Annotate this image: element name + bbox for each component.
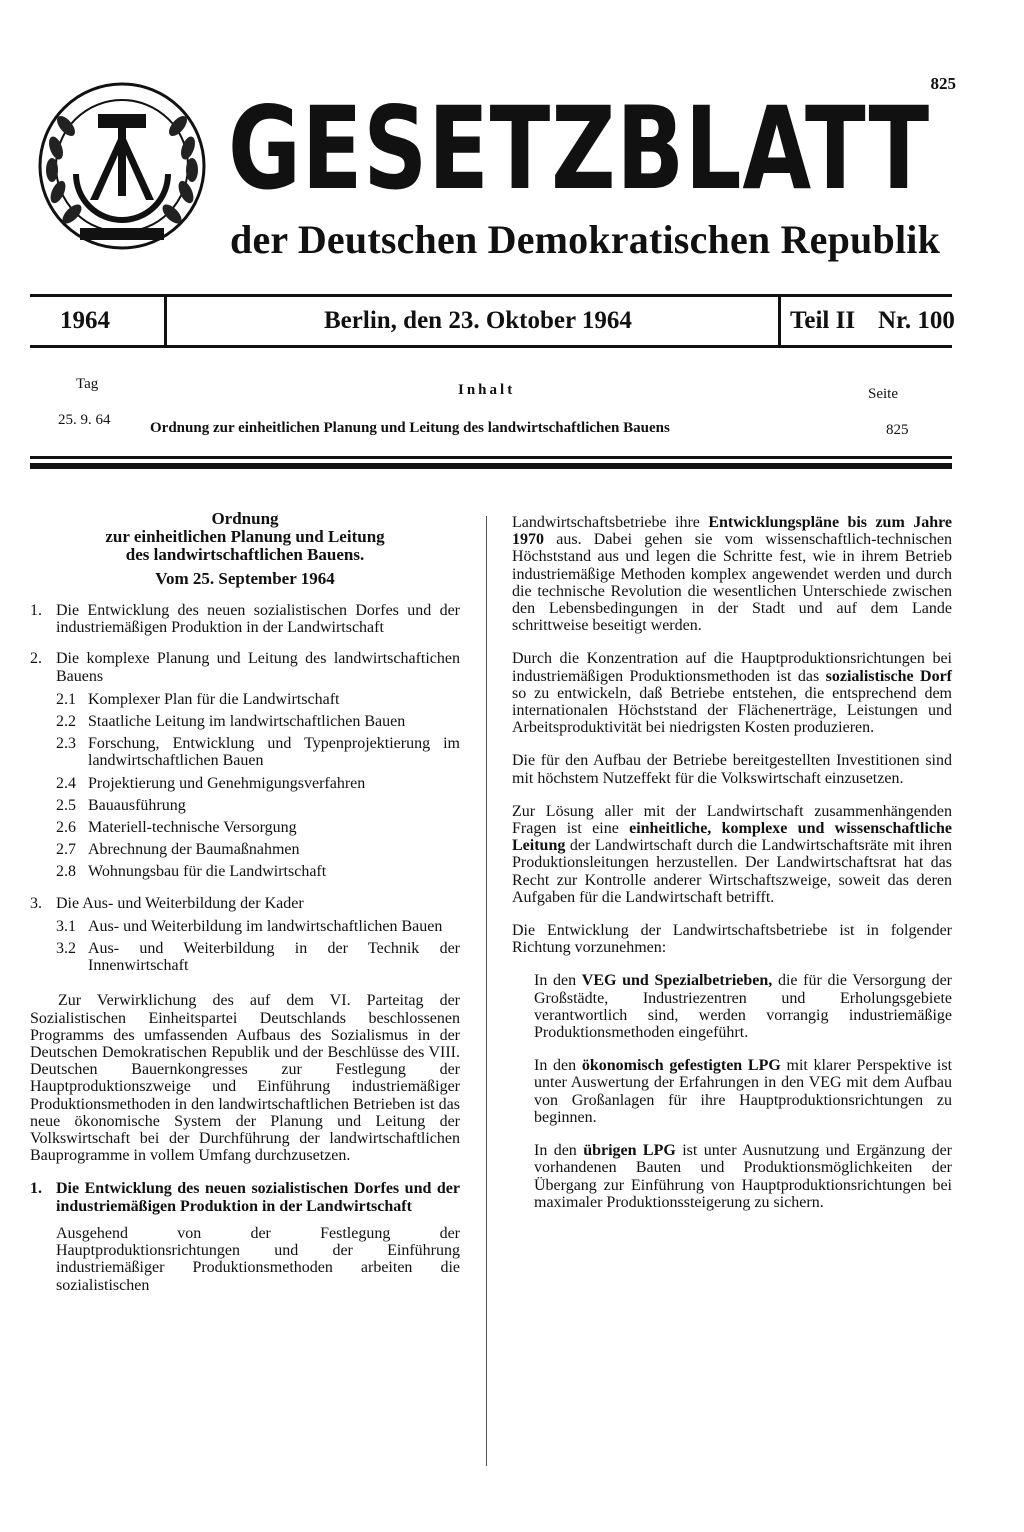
toc-entry-page: 825 [886,422,909,438]
issue-divider [778,294,781,348]
issue-divider [164,294,167,348]
section-heading: 1. Die Entwicklung des neuen sozialistischen Dorfes und der industriemäßigen Produktion in der Landwirtschaft [30,1180,460,1215]
paragraph: Durch die Konzentration auf die Hauptproduktionsrichtungen bei industriemäßigen Produktionsmethoden ist das sozialistische Dorf so zu entwickeln, daß Betriebe entstehen, die entsprechend dem internationalen Höchststand der Flächenerträge, Leistungen und Arbeitsproduktivität bei niedrigsten Kosten produzieren. [512,650,952,737]
outline-item: 1. Die Entwicklung des neuen sozialistischen Dorfes und der industriemäßigen Produktion in der Landwirtschaft [30,602,460,637]
toc-entry-date: 25. 9. 64 [58,412,111,428]
outline-subitem: 2.7 Abrechnung der Baumaßnahmen [56,841,300,859]
section-paragraph: Ausgehend von der Festlegung der Hauptproduktionsrichtungen und der Einführung industriemäßiger Produktionsmethoden arbeiten die sozialistischen [56,1224,460,1294]
toc-page-header: Seite [868,386,898,402]
outline-subitem: 2.5 Bauausführung [56,796,186,814]
paragraph: Zur Lösung aller mit der Landwirtschaft zusammenhängenden Fragen ist eine einheitliche, komplexe und wissenschaftliche Leitung der Landwirtschaft durch die Landwirtschaftsräte mit ihren Produktionsleitungen herzustellen. Der Landwirtschaftsrat hat das Recht zur Kontrolle anderer Wirtschaftszweige, soweit das deren Aufgaben für die Landwirtschaft betrifft. [512,802,952,906]
outline-item: 2. Die komplexe Planung und Leitung des landwirtschaftichen Bauens [30,650,460,685]
toc-content-header: Inhalt [458,382,516,398]
doc-title-2: zur einheitlichen Planung und Leitung [105,527,385,546]
divider [30,456,952,459]
paragraph: Landwirtschaftsbetriebe ihre Entwicklungspläne bis zum Jahre 1970 aus. Dabei gehen sie vom wissenschaftlich-technischen Höchststand aus und legen die Schritte fest, wie in ihrem Betrieb industriemäßige Methoden komplex angewendet werden und durch die technische Revolution die wesentlichen Unterschiede zwischen den Lebensbedingungen in der Stadt und auf dem Lande schrittweise beseitigt werden. [512,514,953,635]
left-column [30,510,460,1310]
paragraph: In den VEG und Spezialbetrieben, die für die Versorgung der Großstädte, Industriezentren und Erholungsgebiete verantwortlich sind, werden vorrangig industriemäßige Produktionsmethoden eingeführt. [534,972,952,1042]
paragraph: Die für den Aufbau der Betriebe bereitgestellten Investitionen sind mit höchstem Nutzeffekt für die Volkswirtschaft einzusetzen. [512,752,952,787]
doc-title-date: Vom 25. September 1964 [155,569,335,588]
right-column [512,514,952,1227]
outline-subitem: 2.2 Staatliche Leitung im landwirtschaftlichen Bauen [56,713,406,731]
outline-item: 3. Die Aus- und Weiterbildung der Kader [30,894,304,912]
divider [30,463,952,469]
paragraph: Die Entwicklung der Landwirtschaftsbetriebe ist in folgender Richtung vorzunehmen: [512,922,952,957]
issue-date: Berlin, den 23. Oktober 1964 [324,307,632,334]
masthead-subtitle: der Deutschen Demokratischen Republik [230,217,941,262]
issue-part: Teil II [790,307,856,334]
state-emblem-icon [36,78,208,254]
issue-number: Nr. 100 [878,307,955,334]
outline-subitem: 2.4 Projektierung und Genehmigungsverfahren [56,774,366,792]
page-number: 825 [930,74,956,93]
outline-subitem: 2.1 Komplexer Plan für die Landwirtschaft [56,690,340,708]
toc-day-header: Tag [76,376,99,392]
issue-year: 1964 [60,307,110,334]
column-divider [486,516,487,1466]
outline-subitem: 3.1 Aus- und Weiterbildung im landwirtschaftlichen Bauen [56,917,443,935]
intro-paragraph: Zur Verwirklichung des auf dem VI. Parteitag der Sozialistischen Einheitspartei Deutschlands beschlossenen Programms des umfassenden Aufbaus des Sozialismus in der Deutschen Demokratischen Republik und der Beschlüsse des VIII. Deutschen Bauernkongresses zur Festlegung der Hauptproduktionszweige und Einführung industriemäßiger Produktionsmethoden in den landwirtschaftlichen Betrieben ist das neue ökonomische System der Planung und Leitung der Volkswirtschaft bei der Durchführung der landwirtschaftlichen Bauprogramme in vollem Umfang durchzusetzen. [30,992,460,1165]
outline-subitem: 2.3 Forschung, Entwicklung und Typenprojektierung im landwirtschaftlichen Bauen [56,735,460,770]
outline-subitem: 2.6 Materiell-technische Versorgung [56,819,297,837]
issue-bar [30,294,955,348]
masthead-title: GESETZBLATT [228,82,930,215]
paragraph: In den übrigen LPG ist unter Ausnutzung und Ergänzung der vorhandenen Bauten und Produktionsmöglichkeiten der Übergang zur Einführung von Hauptproduktionsrichtungen bei maximaler Produktionssteigerung zu sichern. [534,1142,953,1211]
outline-subitem: 2.8 Wohnungsbau für die Landwirtschaft [56,863,327,881]
toc-entry-title: Ordnung zur einheitlichen Planung und Leitung des landwirtschaftlichen Bauens [150,420,670,436]
table-of-contents [30,376,952,450]
outline-subitem: 3.2 Aus- und Weiterbildung in der Technik der Innenwirtschaft [56,940,460,975]
doc-title-3: des landwirtschaftlichen Bauens. [125,545,365,564]
paragraph: In den ökonomisch gefestigten LPG mit klarer Perspektive ist unter Auswertung der Erfahrungen in den VEG mit dem Aufbau von Großanlagen für ihre Hauptproduktionsrichtungen zu beginnen. [534,1057,953,1126]
doc-title-1: Ordnung [211,509,279,528]
